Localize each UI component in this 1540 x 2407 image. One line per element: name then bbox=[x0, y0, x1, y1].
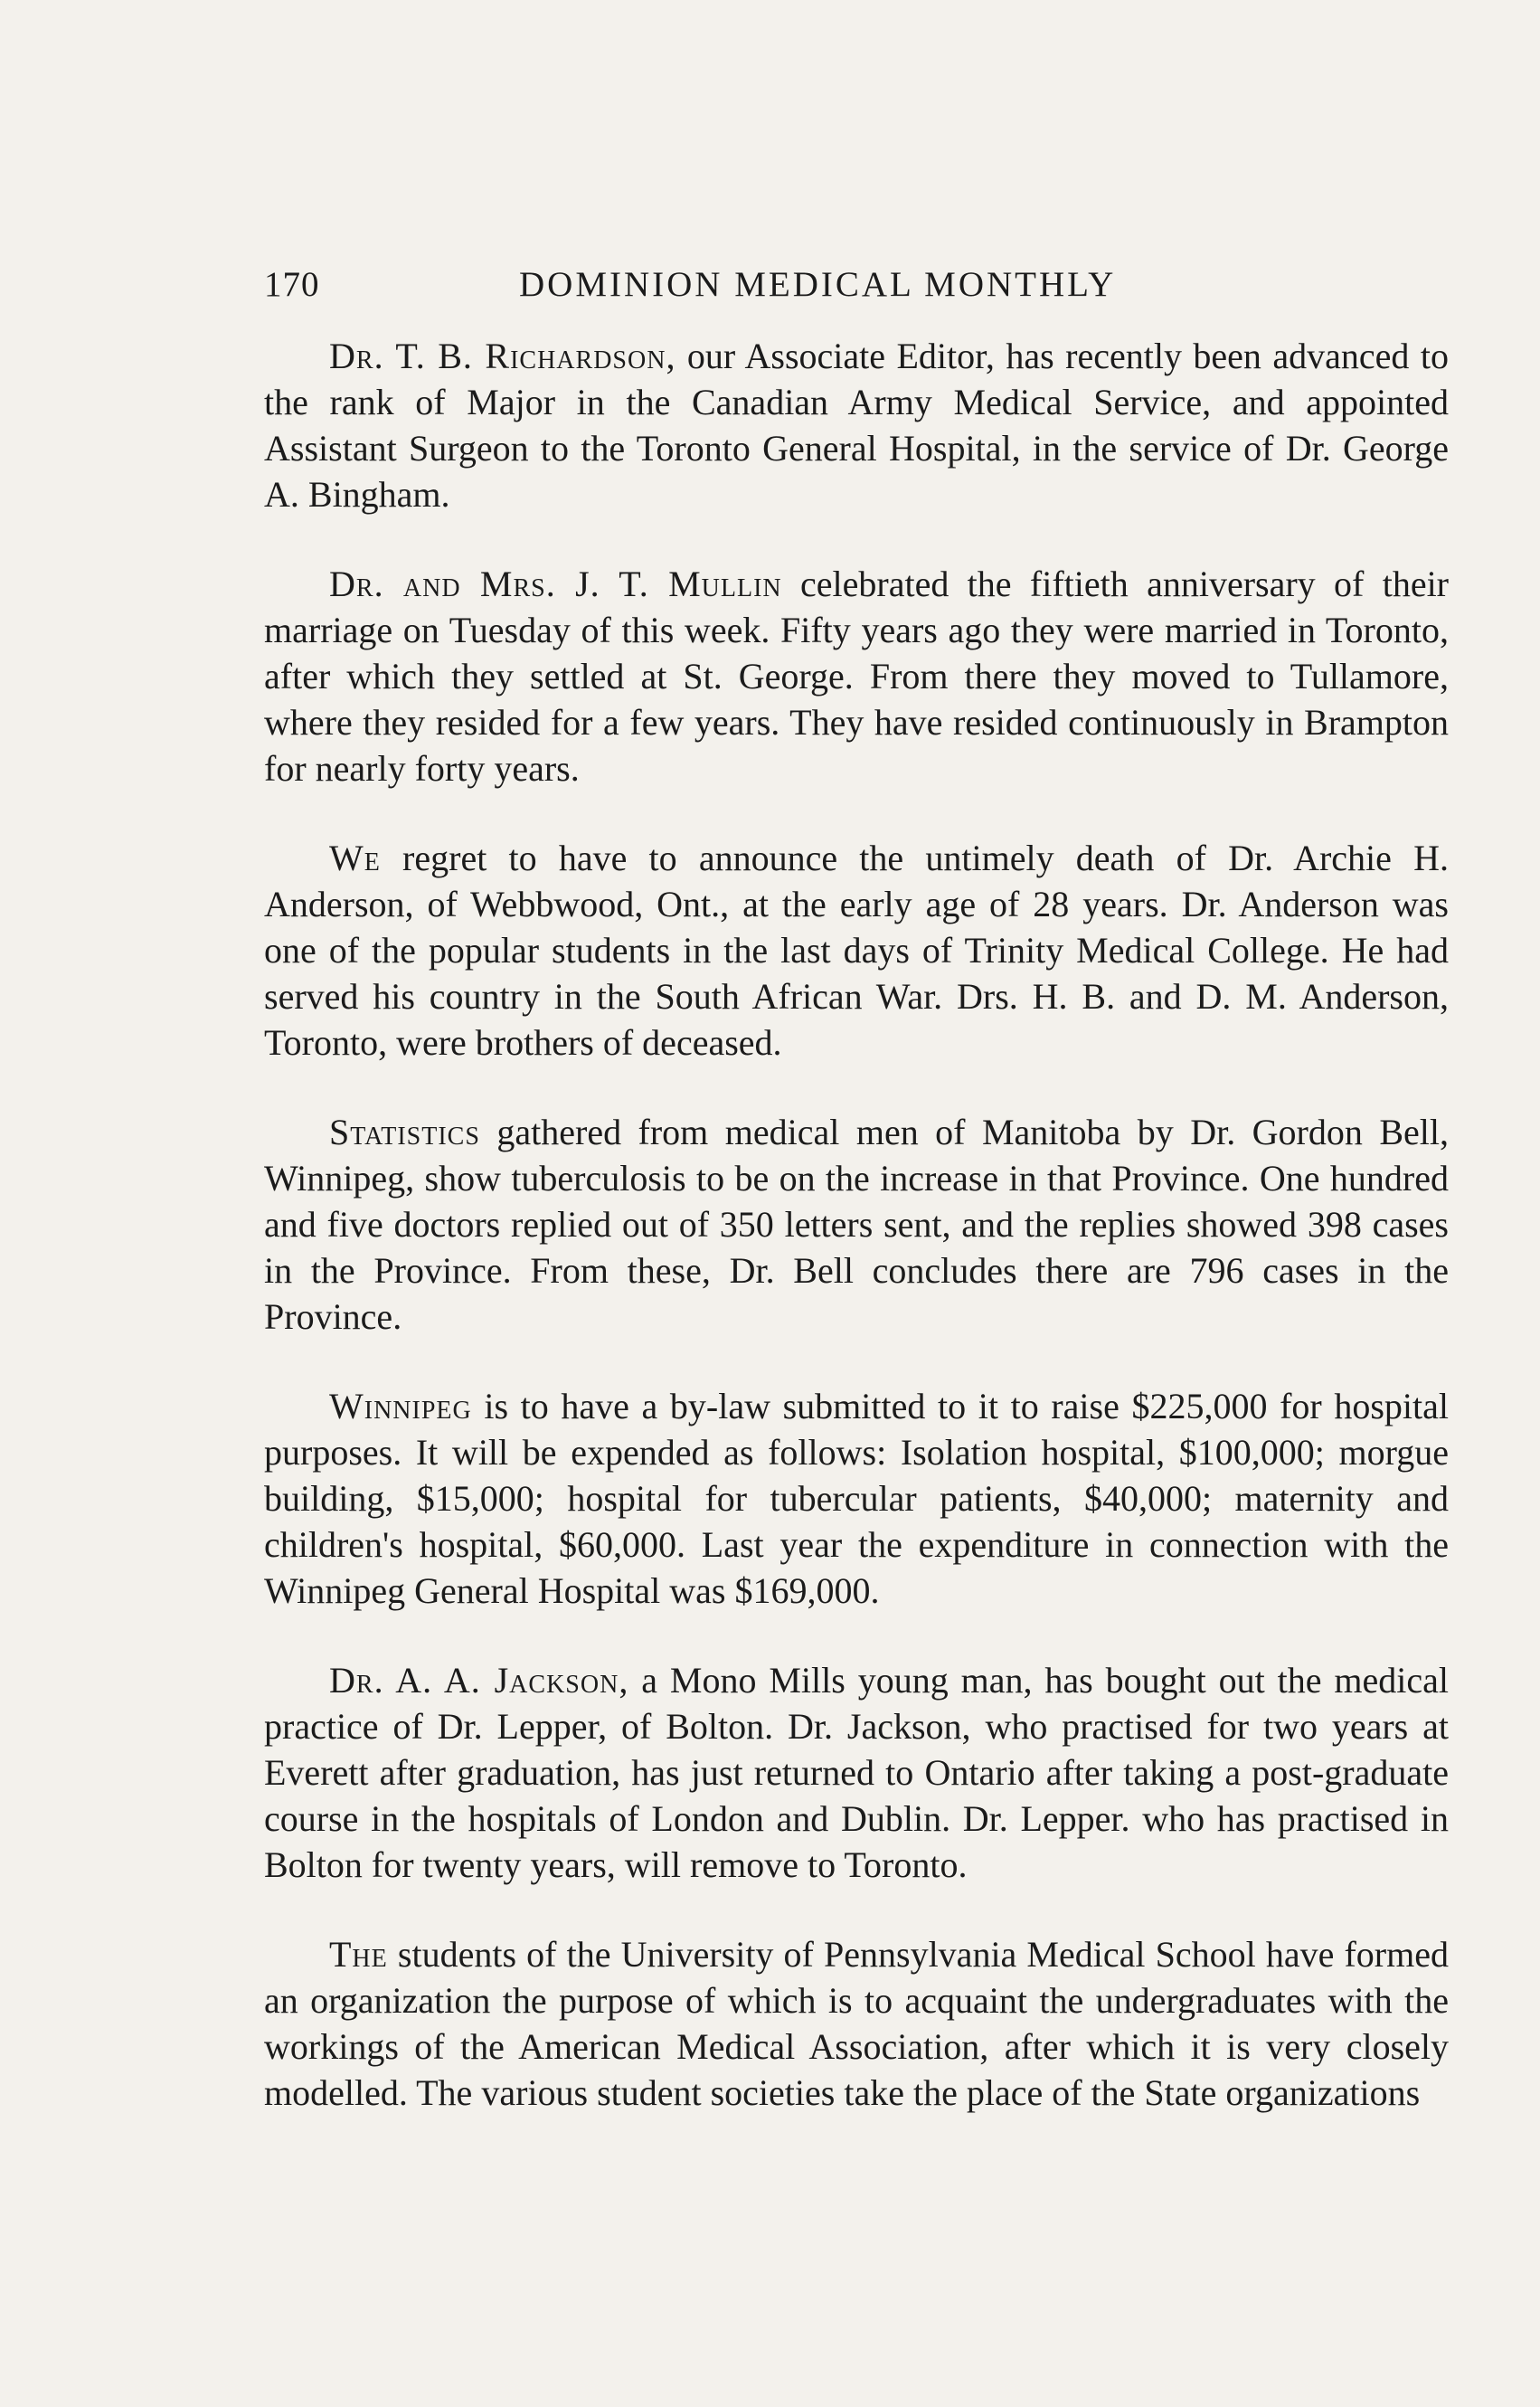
paragraph-text: students of the University of Pennsylvania Medical School have formed an organization the purpose of which is to acquaint the undergraduates with the workings of the American Medical Association, after which it is very closely modelled. The various student societies take the place of the State organizations bbox=[264, 1934, 1449, 2113]
journal-title: DOMINION MEDICAL MONTHLY bbox=[519, 265, 1117, 304]
paragraph-lead: Dr. and Mrs. J. T. Mullin bbox=[329, 564, 782, 604]
article-body bbox=[264, 333, 1449, 2159]
paragraph-anderson bbox=[264, 835, 1449, 1066]
page-header bbox=[264, 264, 1449, 318]
paragraph-mullin bbox=[264, 561, 1449, 791]
paragraph-richardson bbox=[264, 333, 1449, 517]
paragraph-statistics bbox=[264, 1109, 1449, 1340]
paragraph-text: our Associate Editor, has recently been advanced to the rank of Major in the Canadian Army Medical Service, and appointed Assistant Surgeon to the Toronto General Hospital, in the service of Dr. George A. Bingham. bbox=[264, 336, 1450, 515]
paragraph-text: is to have a by-law submitted to it to raise $225,000 for hospital purposes. It will be expended as follows: Isolation hospital, $100,000; morgue building, $15,000; hospital for tubercular patients, $40,000; maternity and children's hospital, $60,000. Last year the expenditure in connection with the Winnipeg General Hospital was $169,000. bbox=[264, 1386, 1449, 1611]
paragraph-lead: We bbox=[329, 838, 381, 878]
paragraph-lead: Statistics bbox=[329, 1112, 480, 1152]
paragraph-text: gathered from medical men of Manitoba by Dr. Gordon Bell, Winnipeg, show tuberculosis to be on the increase in that Province. One hundred and five doctors replied out of 350 letters sent, and the replies showed 398 cases in the Province. From these, Dr. Bell concludes there are 796 cases in the Province. bbox=[264, 1112, 1449, 1337]
paragraph-text: celebrated the fiftieth anniversary of their marriage on Tuesday of this week. Fifty years ago they were married in Toronto, after which they settled at St. George. From there they moved to Tullamore, where they resided for a few years. They have resided continuously in Brampton for nearly forty years. bbox=[264, 564, 1450, 789]
paragraph-lead: The bbox=[329, 1934, 388, 1975]
paragraph-text: a Mono Mills young man, has bought out the medical practice of Dr. Lepper, of Bolton. Dr. Jackson, who practised for two years at Everett after graduation, has just returned to Ontario after taking a post-graduate course in the hospitals of London and Dublin. Dr. Lepper. who has practised in Bolton for twenty years, will remove to Toronto. bbox=[264, 1660, 1449, 1885]
paragraph-jackson bbox=[264, 1657, 1449, 1888]
paragraph-lead: Dr. A. A. Jackson, bbox=[329, 1660, 629, 1701]
paragraph-lead: Winnipeg bbox=[329, 1386, 472, 1426]
paragraph-lead: Dr. T. B. Richardson, bbox=[329, 336, 676, 376]
paragraph-winnipeg bbox=[264, 1383, 1449, 1614]
page-number: 170 bbox=[264, 265, 320, 304]
paragraph-text: regret to have to announce the untimely death of Dr. Archie H. Anderson, of Webbwood, Ont., at the early age of 28 years. Dr. Anderson was one of the popular students in the last days of Trinity Medical College. He had served his country in the South African War. Drs. H. B. and D. M. Anderson, Toronto, were brothers of deceased. bbox=[264, 838, 1449, 1063]
paragraph-pennsylvania bbox=[264, 1931, 1449, 2116]
